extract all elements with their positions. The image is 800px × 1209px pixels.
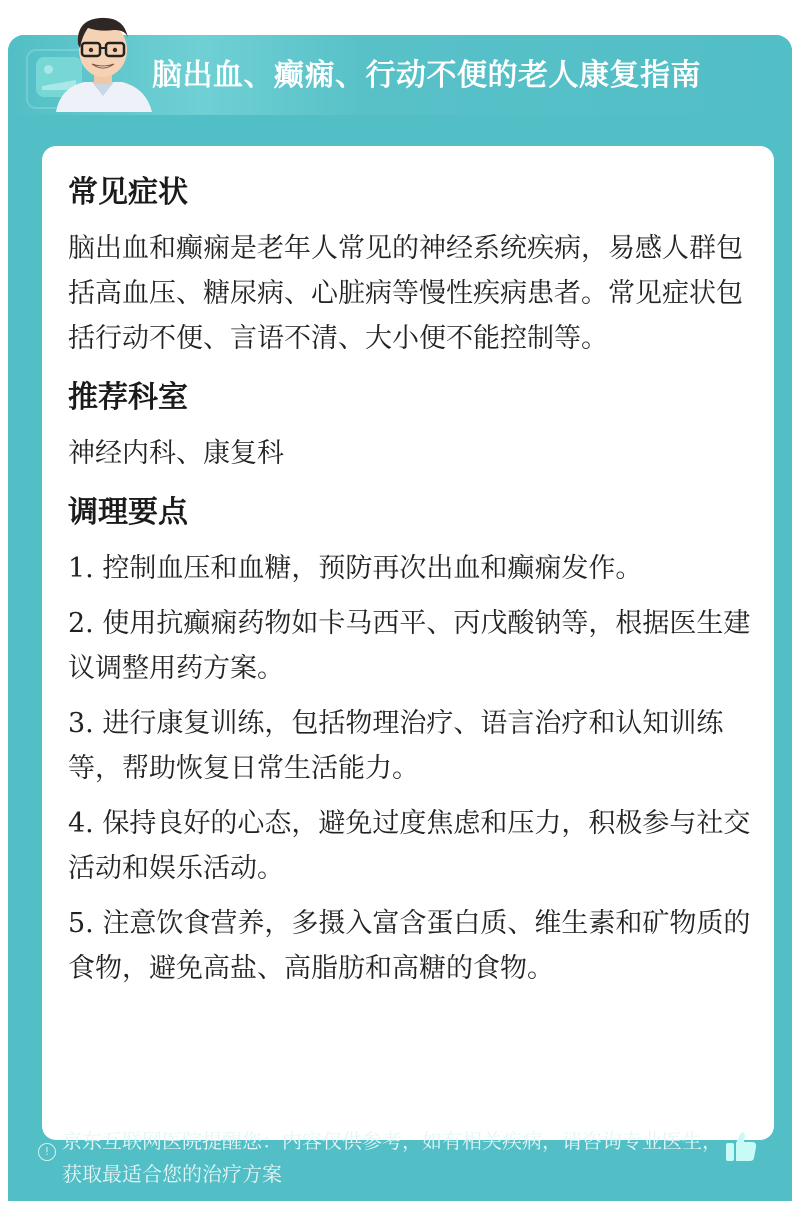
page-title: 脑出血、癫痫、行动不便的老人康复指南 (152, 58, 701, 93)
item-number: 5. (68, 908, 94, 939)
section-heading-care-tips: 调理要点 (68, 495, 188, 530)
thumbs-up-icon[interactable] (724, 1129, 758, 1163)
disclaimer-text: 京东互联网医院提醒您：内容仅供参考，如有相关疾病，请咨询专业医生，获取最适合您的治疗方案 (62, 1129, 722, 1186)
info-icon: ! (38, 1143, 56, 1161)
item-text: 注意饮食营养，多摄入富含蛋白质、维生素和矿物质的食物，避免高盐、高脂肪和高糖的食物。 (68, 908, 751, 984)
care-tip-item (68, 601, 758, 691)
item-number: 1. (68, 553, 94, 584)
item-number: 4. (68, 808, 94, 839)
guide-card-frame (8, 35, 792, 1201)
item-text: 使用抗癫痫药物如卡马西平、丙戊酸钠等，根据医生建议调整用药方案。 (68, 608, 751, 684)
content-card (42, 146, 774, 1140)
item-text: 保持良好的心态，避免过度焦虑和压力，积极参与社交活动和娱乐活动。 (68, 808, 751, 884)
care-tip-item (68, 701, 758, 791)
item-text: 进行康复训练，包括物理治疗、语言治疗和认知训练等，帮助恢复日常生活能力。 (68, 708, 724, 784)
item-text: 控制血压和血糖，预防再次出血和癫痫发作。 (102, 553, 643, 584)
item-number: 3. (68, 708, 94, 739)
article-content (68, 170, 758, 991)
departments-paragraph: 神经内科、康复科 (68, 438, 284, 469)
item-number: 2. (68, 608, 94, 639)
symptoms-paragraph: 脑出血和癫痫是老年人常见的神经系统疾病，易感人群包括高血压、糖尿病、心脏病等慢性疾病患者。常见症状包括行动不便、言语不清、大小便不能控制等。 (68, 233, 743, 354)
doctor-avatar (48, 10, 158, 112)
care-tip-item (68, 901, 758, 991)
care-tip-item (68, 546, 758, 591)
care-tip-item (68, 801, 758, 891)
section-heading-departments: 推荐科室 (68, 380, 188, 415)
section-heading-symptoms: 常见症状 (68, 175, 188, 210)
